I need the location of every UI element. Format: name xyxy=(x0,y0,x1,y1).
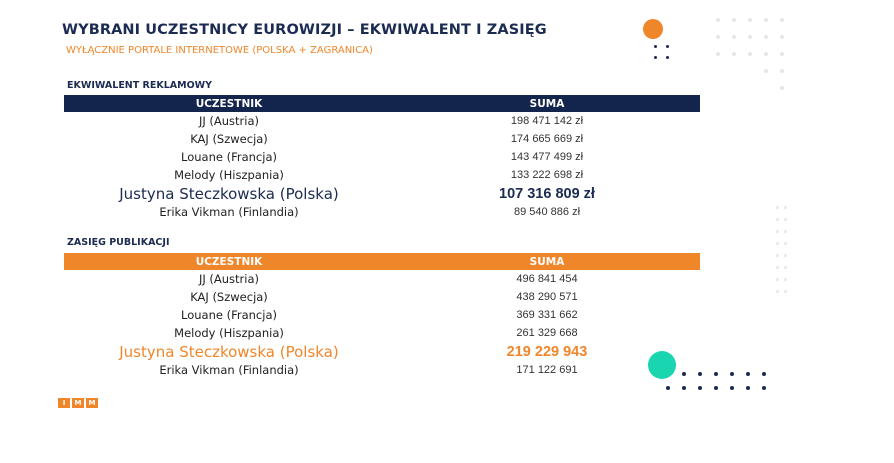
sum-cell: 438 290 571 xyxy=(516,291,578,303)
participant-cell: JJ (Austria) xyxy=(198,272,260,286)
decoration-dot xyxy=(666,386,670,390)
table-row xyxy=(64,112,700,130)
table-header xyxy=(64,95,700,112)
participant-cell: JJ (Austria) xyxy=(198,114,260,128)
ad-equivalent-label: EKWIWALENT REKLAMOWY xyxy=(67,80,213,91)
decoration-dot xyxy=(654,45,657,48)
orange-circle-decoration xyxy=(643,19,663,39)
decoration-dot xyxy=(698,372,702,376)
decoration-dot xyxy=(762,386,766,390)
decoration-dot xyxy=(732,18,736,22)
table-row xyxy=(64,166,700,184)
decoration-dot xyxy=(730,386,734,390)
table-row xyxy=(64,130,700,148)
decoration-dot xyxy=(732,52,736,56)
participant-cell: Justyna Steczkowska (Polska) xyxy=(119,342,339,361)
decoration-dot xyxy=(762,372,766,376)
column-header-sum: SUMA xyxy=(529,97,565,110)
decoration-dot xyxy=(784,278,787,281)
table-row xyxy=(64,324,700,342)
decoration-dot xyxy=(746,372,750,376)
decoration-dot xyxy=(780,35,784,39)
decoration-dot xyxy=(784,242,787,245)
column-header-participant: UCZESTNIK xyxy=(195,255,263,268)
decoration-dot xyxy=(764,35,768,39)
participant-cell: Melody (Hiszpania) xyxy=(174,326,284,340)
participant-cell: Melody (Hiszpania) xyxy=(174,168,284,182)
table-row-highlighted xyxy=(64,184,700,203)
ad-equivalent-table xyxy=(64,95,700,221)
sum-cell: 219 229 943 xyxy=(506,343,588,360)
participant-cell: Justyna Steczkowska (Polska) xyxy=(119,184,339,203)
decoration-dot xyxy=(784,290,787,293)
decoration-dot xyxy=(784,266,787,269)
table-row xyxy=(64,361,700,379)
decoration-dot xyxy=(776,254,779,257)
table-row-highlighted xyxy=(64,342,700,361)
decoration-dot xyxy=(716,18,720,22)
imm-logo xyxy=(58,398,98,408)
sum-cell: 198 471 142 zł xyxy=(510,115,584,127)
decoration-dot xyxy=(714,372,718,376)
decoration-dot xyxy=(716,52,720,56)
decoration-dot xyxy=(730,372,734,376)
table-row xyxy=(64,270,700,288)
decoration-dot xyxy=(748,18,752,22)
table-row xyxy=(64,288,700,306)
decoration-dot xyxy=(682,386,686,390)
decoration-dot xyxy=(698,386,702,390)
logo-letter: M xyxy=(86,398,98,408)
logo-letter: M xyxy=(72,398,84,408)
decoration-dot xyxy=(780,18,784,22)
table-header xyxy=(64,253,700,270)
decoration-dot xyxy=(776,266,779,269)
decoration-dot xyxy=(776,278,779,281)
table-row xyxy=(64,306,700,324)
decoration-dot xyxy=(780,52,784,56)
decoration-dot xyxy=(714,386,718,390)
sum-cell: 171 122 691 xyxy=(516,364,578,376)
page-title: WYBRANI UCZESTNICY EUROWIZJI – EKWIWALENT I ZASIĘG xyxy=(62,22,547,38)
participant-cell: Erika Vikman (Finlandia) xyxy=(159,363,299,377)
decoration-dot xyxy=(748,35,752,39)
decoration-dot xyxy=(780,86,784,90)
decoration-dot xyxy=(746,386,750,390)
sum-cell: 133 222 698 zł xyxy=(510,169,584,181)
decoration-dot xyxy=(682,372,686,376)
decoration-dot xyxy=(764,69,768,73)
decoration-dot xyxy=(666,56,669,59)
decoration-dot xyxy=(784,230,787,233)
participant-cell: Louane (Francja) xyxy=(181,150,277,164)
decoration-dot xyxy=(764,52,768,56)
participant-cell: KAJ (Szwecja) xyxy=(190,290,268,304)
decoration-dot xyxy=(776,230,779,233)
sum-cell: 107 316 809 zł xyxy=(499,185,595,202)
decoration-dot xyxy=(776,242,779,245)
decoration-dot xyxy=(748,52,752,56)
decoration-dot xyxy=(776,206,779,209)
decoration-dot xyxy=(784,218,787,221)
decoration-dot xyxy=(732,35,736,39)
sum-cell: 261 329 668 xyxy=(516,327,578,339)
decoration-dot xyxy=(776,290,779,293)
decoration-dot xyxy=(654,56,657,59)
column-header-sum: SUMA xyxy=(529,255,565,268)
reach-table xyxy=(64,253,700,379)
sum-cell: 143 477 499 zł xyxy=(510,151,584,163)
decoration-dot xyxy=(716,35,720,39)
reach-label: ZASIĘG PUBLIKACJI xyxy=(67,237,170,248)
table-row xyxy=(64,148,700,166)
decoration-dot xyxy=(764,18,768,22)
decoration-dot xyxy=(666,45,669,48)
sum-cell: 496 841 454 xyxy=(516,273,578,285)
sum-cell: 369 331 662 xyxy=(516,309,578,321)
participant-cell: Louane (Francja) xyxy=(181,308,277,322)
page-subtitle: WYŁĄCZNIE PORTALE INTERNETOWE (POLSKA + ZAGRANICA) xyxy=(66,45,373,56)
decoration-dot xyxy=(784,206,787,209)
logo-letter: I xyxy=(58,398,70,408)
sum-cell: 174 665 669 zł xyxy=(510,133,584,145)
column-header-participant: UCZESTNIK xyxy=(195,97,263,110)
participant-cell: Erika Vikman (Finlandia) xyxy=(159,205,299,219)
decoration-dot xyxy=(780,69,784,73)
table-row xyxy=(64,203,700,221)
decoration-dot xyxy=(784,254,787,257)
decoration-dot xyxy=(776,218,779,221)
participant-cell: KAJ (Szwecja) xyxy=(190,132,268,146)
teal-circle-decoration xyxy=(648,351,676,379)
sum-cell: 89 540 886 zł xyxy=(513,206,581,218)
